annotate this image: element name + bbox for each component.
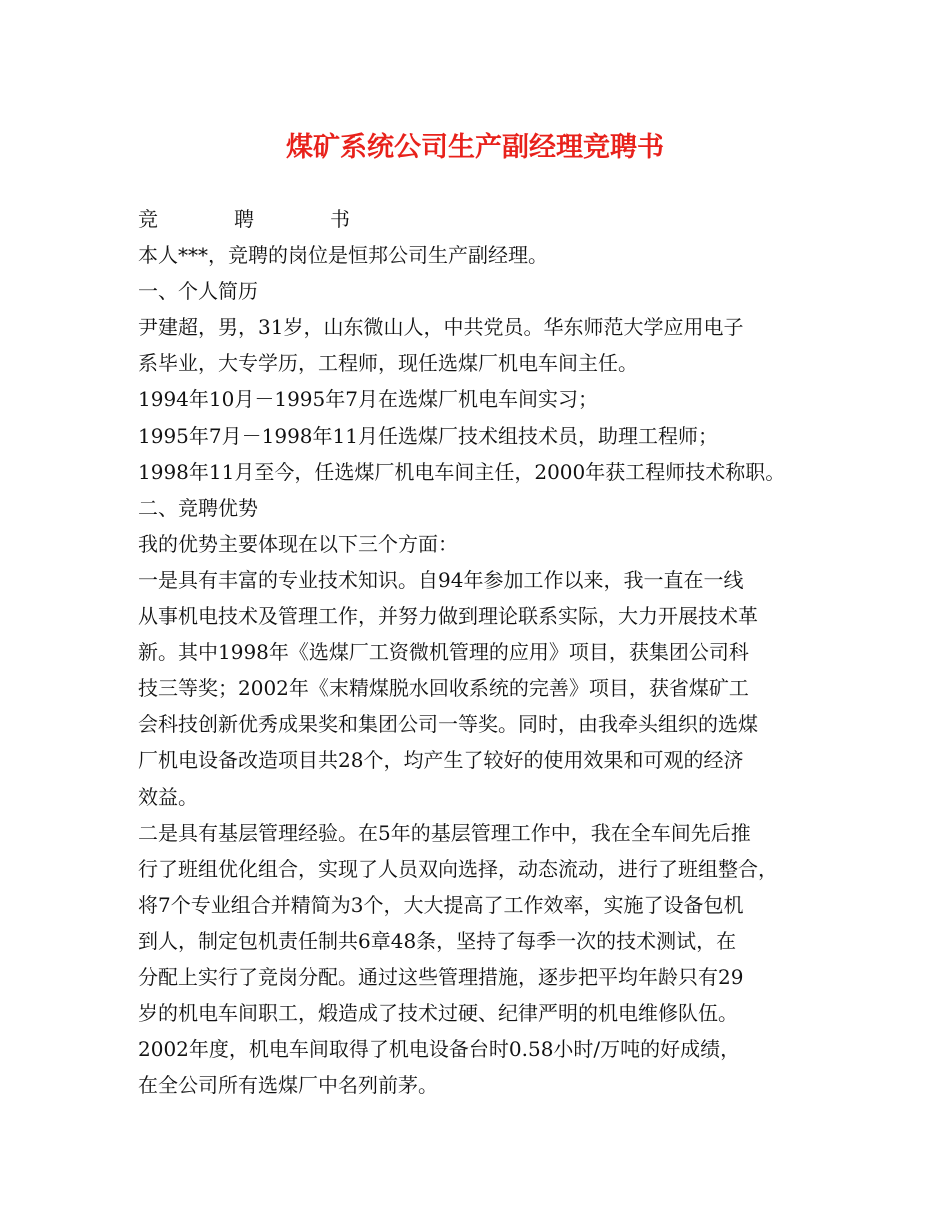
heading-char: 竞 [138, 207, 158, 231]
body-line: 1995年7月－1998年11月任选煤厂技术组技术员，助理工程师； [138, 423, 718, 448]
heading-char: 聘 [234, 207, 254, 231]
section-heading: 二、竞聘优势 [138, 495, 258, 520]
body-line: 一是具有丰富的专业技术知识。自94年参加工作以来，我一直在一线 [138, 567, 744, 592]
body-line: 将7个专业组合并精简为3个，大大提高了工作效率，实施了设备包机 [138, 892, 744, 917]
body-line: 在全公司所有选煤厂中名列前茅。 [138, 1073, 438, 1098]
body-line: 2002年度，机电车间取得了机电设备台时0.58小时/万吨的好成绩， [138, 1037, 741, 1062]
body-line: 我的优势主要体现在以下三个方面： [138, 531, 458, 556]
body-line: 1998年11月至今，任选煤厂机电车间主任，2000年获工程师技术称职。 [138, 459, 786, 484]
body-line: 尹建超，男，31岁，山东微山人，中共党员。华东师范大学应用电子 [138, 315, 744, 340]
body-line: 新。其中1998年《选煤厂工资微机管理的应用》项目，获集团公司科 [138, 640, 749, 665]
body-line: 分配上实行了竞岗分配。通过这些管理措施，逐步把平均年龄只有29 [138, 964, 744, 989]
body-line: 厂机电设备改造项目共28个，均产生了较好的使用效果和可观的经济 [138, 748, 744, 773]
section-heading [138, 201, 828, 237]
body-line: 到人，制定包机责任制共6章48条，坚持了每季一次的技术测试，在 [138, 928, 737, 953]
body-line: 效益。 [138, 784, 198, 809]
body-line: 本人***，竞聘的岗位是恒邦公司生产副经理。 [138, 243, 548, 268]
body-line: 二是具有基层管理经验。在5年的基层管理工作中，我在全车间先后推 [138, 820, 751, 845]
document-title: 煤矿系统公司生产副经理竞聘书 [286, 132, 664, 163]
section-heading: 一、个人简历 [138, 279, 258, 304]
body-line: 系毕业，大专学历，工程师，现任选煤厂机电车间主任。 [138, 351, 638, 376]
body-line: 会科技创新优秀成果奖和集团公司一等奖。同时，由我牵头组织的选煤 [138, 712, 758, 737]
body-line: 1994年10月－1995年7月在选煤厂机电车间实习； [138, 387, 598, 412]
document-body [138, 201, 828, 1103]
body-line: 技三等奖；2002年《末精煤脱水回收系统的完善》项目，获省煤矿工 [138, 676, 749, 701]
heading-char: 书 [330, 207, 350, 231]
body-line: 从事机电技术及管理工作，并努力做到理论联系实际，大力开展技术革 [138, 604, 758, 629]
body-line: 行了班组优化组合，实现了人员双向选择，动态流动，进行了班组整合， [138, 856, 778, 881]
body-line: 岁的机电车间职工，煅造成了技术过硬、纪律严明的机电维修队伍。 [138, 1001, 738, 1026]
